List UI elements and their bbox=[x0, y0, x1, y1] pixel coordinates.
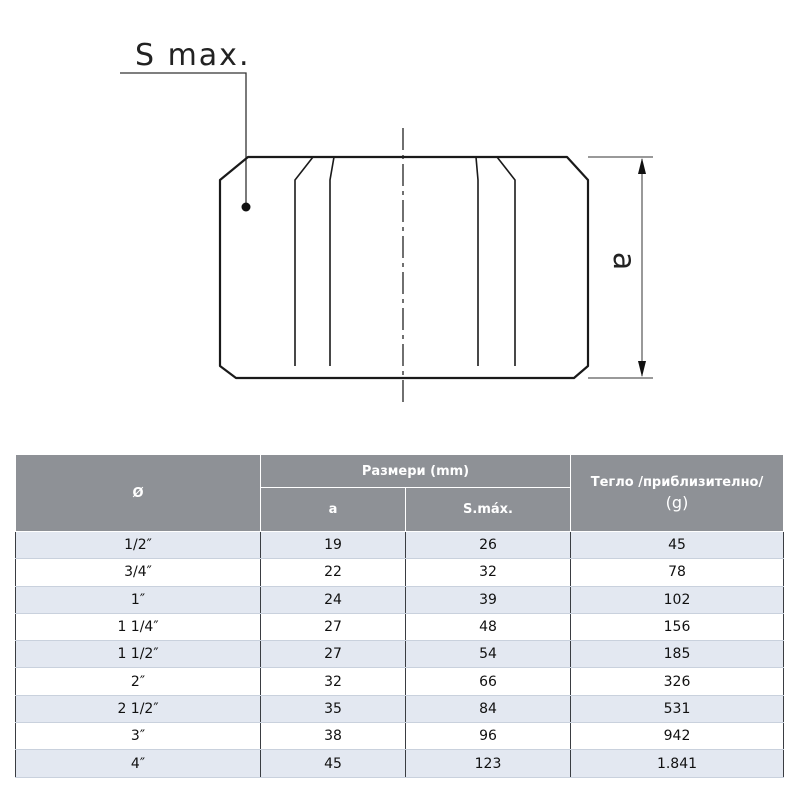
cell-size: 4″ bbox=[16, 750, 261, 777]
dimension-a-arrow-bottom bbox=[638, 361, 646, 377]
cell-smax: 54 bbox=[406, 641, 571, 668]
cell-weight: 326 bbox=[571, 668, 784, 695]
fitting-outline bbox=[220, 157, 588, 378]
cell-size: 2″ bbox=[16, 668, 261, 695]
dimension-a-label: a bbox=[606, 251, 641, 271]
cell-size: 3/4″ bbox=[16, 559, 261, 586]
cell-smax: 39 bbox=[406, 586, 571, 613]
table-row bbox=[16, 559, 784, 586]
cell-smax: 96 bbox=[406, 723, 571, 750]
right-groove bbox=[476, 157, 515, 366]
header-diameter: Ø bbox=[16, 455, 261, 532]
cell-size: 1 1/2″ bbox=[16, 641, 261, 668]
cell-a: 27 bbox=[261, 641, 406, 668]
table-row bbox=[16, 532, 784, 559]
header-a: a bbox=[261, 488, 406, 532]
cell-weight: 185 bbox=[571, 641, 784, 668]
table-row bbox=[16, 641, 784, 668]
table-row bbox=[16, 723, 784, 750]
cell-smax: 26 bbox=[406, 532, 571, 559]
cell-weight: 156 bbox=[571, 613, 784, 640]
cell-smax: 48 bbox=[406, 613, 571, 640]
cell-smax: 32 bbox=[406, 559, 571, 586]
left-groove bbox=[295, 157, 334, 366]
header-weight-label: Тегло /приблизително/ bbox=[590, 475, 764, 490]
cell-weight: 102 bbox=[571, 586, 784, 613]
header-weight-unit: (g) bbox=[665, 493, 689, 512]
table-row bbox=[16, 586, 784, 613]
s-max-label: S max. bbox=[135, 38, 251, 73]
cell-a: 35 bbox=[261, 695, 406, 722]
spec-table bbox=[15, 454, 784, 778]
dimension-a-arrow-top bbox=[638, 158, 646, 174]
cell-weight: 531 bbox=[571, 695, 784, 722]
cell-smax: 123 bbox=[406, 750, 571, 777]
cell-weight: 942 bbox=[571, 723, 784, 750]
cell-a: 22 bbox=[261, 559, 406, 586]
header-smax: S.máx. bbox=[406, 488, 571, 532]
cell-smax: 84 bbox=[406, 695, 571, 722]
table-row bbox=[16, 613, 784, 640]
spec-table-container bbox=[15, 454, 783, 778]
header-dimensions: Размери (mm) bbox=[261, 455, 571, 488]
cell-size: 1″ bbox=[16, 586, 261, 613]
table-row bbox=[16, 668, 784, 695]
table-row bbox=[16, 695, 784, 722]
cell-weight: 1.841 bbox=[571, 750, 784, 777]
cell-smax: 66 bbox=[406, 668, 571, 695]
cell-a: 19 bbox=[261, 532, 406, 559]
cell-size: 1 1/4″ bbox=[16, 613, 261, 640]
cell-weight: 45 bbox=[571, 532, 784, 559]
cell-a: 32 bbox=[261, 668, 406, 695]
cell-size: 2 1/2″ bbox=[16, 695, 261, 722]
header-weight bbox=[571, 455, 784, 532]
s-max-point bbox=[242, 203, 251, 212]
cell-a: 24 bbox=[261, 586, 406, 613]
cell-size: 1/2″ bbox=[16, 532, 261, 559]
cell-a: 27 bbox=[261, 613, 406, 640]
cell-a: 38 bbox=[261, 723, 406, 750]
cell-a: 45 bbox=[261, 750, 406, 777]
s-max-leader-line bbox=[120, 73, 246, 207]
cell-size: 3″ bbox=[16, 723, 261, 750]
table-row bbox=[16, 750, 784, 777]
cell-weight: 78 bbox=[571, 559, 784, 586]
